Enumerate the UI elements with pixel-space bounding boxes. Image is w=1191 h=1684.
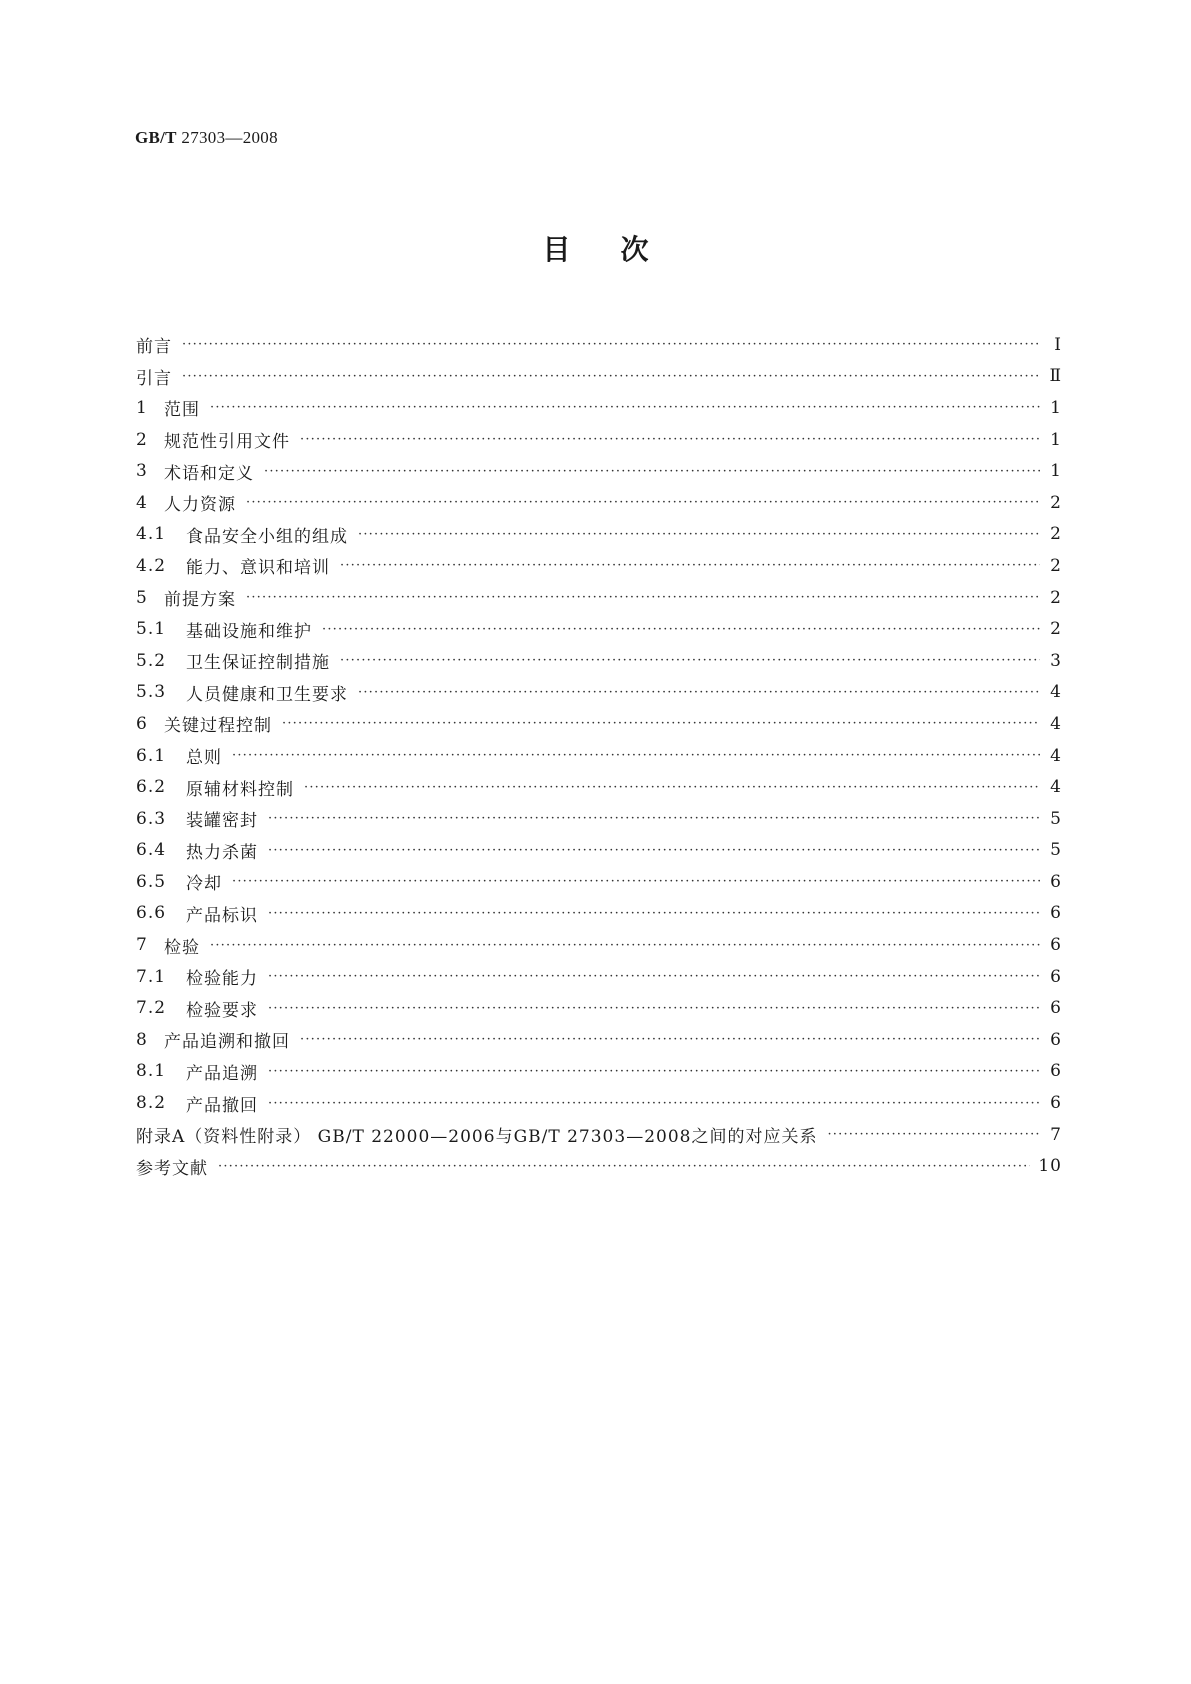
toc-entry-title: 规范性引用文件	[164, 432, 290, 453]
toc-entry-number: 4.2	[136, 555, 167, 576]
toc-entry-title: 原辅材料控制	[186, 779, 294, 800]
toc-entry-title: 卫生保证控制措施	[186, 653, 330, 674]
toc-entry-title: 前提方案	[164, 590, 236, 611]
toc-leader-dots	[246, 495, 1040, 510]
toc-entry-page: 6	[1050, 1093, 1062, 1114]
toc-entry-page: 4	[1050, 682, 1062, 703]
toc-entry-title: 总则	[186, 748, 222, 769]
toc-entry-page: 6	[1050, 1061, 1062, 1082]
toc-entry-number: 8	[136, 1029, 148, 1050]
toc-leader-dots	[358, 527, 1040, 542]
toc-leader-dots	[264, 464, 1040, 479]
toc-entry-number: 3	[136, 461, 148, 482]
toc-entry-2[interactable]	[136, 424, 1062, 456]
toc-entry-title: 人员健康和卫生要求	[186, 684, 348, 705]
toc-entry-7-2[interactable]	[136, 992, 1062, 1024]
toc-leader-dots	[340, 558, 1040, 573]
toc-entry-title: 检验能力	[186, 969, 258, 990]
toc-entry-page: 1	[1050, 461, 1062, 482]
toc-entry-number: 6.2	[136, 777, 167, 798]
toc-entry-page: Ⅰ	[1054, 334, 1062, 355]
toc-entry-5-1[interactable]	[136, 613, 1062, 645]
toc-entry-introduction[interactable]	[136, 361, 1062, 393]
toc-entry-number: 5.1	[136, 619, 167, 640]
toc-entry-appendix-a[interactable]	[136, 1119, 1062, 1151]
toc-entry-title: 产品标识	[186, 905, 258, 926]
toc-entry-page: 6	[1050, 903, 1062, 924]
toc-entry-page: 6	[1050, 966, 1062, 987]
toc-entry-title: 范围	[164, 400, 200, 421]
toc-entry-5-3[interactable]	[136, 677, 1062, 709]
toc-entry-title: 热力杀菌	[186, 842, 258, 863]
toc-leader-dots	[210, 400, 1040, 415]
toc-entry-title: 装罐密封	[186, 811, 258, 832]
toc-leader-dots	[322, 622, 1040, 637]
toc-entry-title: 引言	[136, 368, 172, 389]
toc-entry-number: 8.1	[136, 1061, 167, 1082]
toc-entry-number: 5.2	[136, 650, 167, 671]
toc-leader-dots	[218, 1159, 1030, 1174]
toc-entry-page: 1	[1050, 429, 1062, 450]
toc-entry-title: 产品撤回	[186, 1095, 258, 1116]
toc-entry-references[interactable]	[136, 1150, 1062, 1182]
toc-entry-page: 6	[1050, 935, 1062, 956]
toc-leader-dots	[182, 337, 1040, 352]
toc-entry-number: 7.1	[136, 966, 167, 987]
toc-entry-number: 4.1	[136, 524, 167, 545]
toc-entry-title: 前言	[136, 337, 172, 358]
toc-leader-dots	[210, 938, 1040, 953]
toc-entry-page: 4	[1050, 745, 1062, 766]
toc-entry-number: 4	[136, 492, 148, 513]
toc-entry-number: 7.2	[136, 998, 167, 1019]
toc-entry-number: 7	[136, 935, 148, 956]
toc-entry-page: 2	[1050, 492, 1062, 513]
toc-leader-dots	[182, 369, 1040, 384]
toc-entry-page: 2	[1050, 619, 1062, 640]
toc-entry-page: 5	[1050, 808, 1062, 829]
toc-entry-6-6[interactable]	[136, 898, 1062, 930]
toc-leader-dots	[268, 1096, 1040, 1111]
standard-number: 27303—2008	[181, 128, 278, 147]
toc-entry-8[interactable]	[136, 1024, 1062, 1056]
toc-leader-dots	[300, 432, 1040, 447]
toc-leader-dots	[304, 780, 1040, 795]
toc-entry-title: 检验	[164, 937, 200, 958]
toc-entry-8-1[interactable]	[136, 1056, 1062, 1088]
toc-entry-page: Ⅱ	[1049, 366, 1062, 387]
toc-leader-dots	[268, 969, 1040, 984]
toc-entry-page: 6	[1050, 998, 1062, 1019]
toc-leader-dots	[246, 590, 1040, 605]
page-title: 目次	[542, 233, 699, 266]
toc-entry-number: 6.5	[136, 871, 167, 892]
toc-entry-foreword[interactable]	[136, 329, 1062, 361]
document-header	[135, 128, 278, 148]
toc-leader-dots	[282, 716, 1040, 731]
toc-entry-number: 5	[136, 587, 148, 608]
toc-leader-dots	[300, 1032, 1040, 1047]
toc-entry-3[interactable]	[136, 455, 1062, 487]
toc-entry-page: 6	[1050, 1029, 1062, 1050]
toc-entry-page: 5	[1050, 840, 1062, 861]
toc-entry-title: 产品追溯	[186, 1063, 258, 1084]
toc-entry-title: 基础设施和维护	[186, 621, 312, 642]
toc-entry-page: 4	[1050, 713, 1062, 734]
toc-entry-title: 参考文献	[136, 1158, 208, 1179]
toc-entry-page: 10	[1038, 1156, 1062, 1177]
toc-entry-page: 1	[1050, 397, 1062, 418]
toc-entry-number: 5.3	[136, 682, 167, 703]
toc-entry-number: 6.3	[136, 808, 167, 829]
toc-entry-title: 检验要求	[186, 1000, 258, 1021]
toc-entry-number: 6.1	[136, 745, 167, 766]
toc-entry-title: 产品追溯和撤回	[164, 1032, 290, 1053]
toc-entry-number: 6.6	[136, 903, 167, 924]
toc-entry-title: 附录A（资料性附录） GB/T 22000—2006与GB/T 27303—2008之间的对应关系	[136, 1127, 818, 1148]
toc-leader-dots	[268, 1001, 1040, 1016]
toc-entry-title: 冷却	[186, 874, 222, 895]
toc-leader-dots	[268, 906, 1040, 921]
toc-entry-page: 4	[1050, 777, 1062, 798]
toc-entry-page: 6	[1050, 871, 1062, 892]
toc-entry-title: 食品安全小组的组成	[186, 526, 348, 547]
toc-leader-dots	[268, 811, 1040, 826]
toc-entry-title: 人力资源	[164, 495, 236, 516]
toc-entry-page: 3	[1050, 650, 1062, 671]
toc-entry-number: 2	[136, 429, 148, 450]
standard-code: GB/T	[135, 128, 177, 147]
toc-entry-page: 2	[1050, 524, 1062, 545]
toc-leader-dots	[232, 874, 1040, 889]
toc-entry-6-5[interactable]	[136, 866, 1062, 898]
toc-leader-dots	[268, 1064, 1040, 1079]
toc-leader-dots	[358, 685, 1040, 700]
toc-entry-title: 关键过程控制	[164, 716, 272, 737]
toc-leader-dots	[340, 653, 1040, 668]
toc-entry-5[interactable]	[136, 582, 1062, 614]
toc-entry-number: 6	[136, 713, 148, 734]
toc-entry-7[interactable]	[136, 929, 1062, 961]
toc-entry-6-4[interactable]	[136, 835, 1062, 867]
toc-entry-6[interactable]	[136, 708, 1062, 740]
toc-entry-page: 2	[1050, 555, 1062, 576]
toc-entry-number: 1	[136, 397, 148, 418]
toc-entry-page: 7	[1050, 1124, 1062, 1145]
table-of-contents	[136, 329, 1062, 1182]
toc-entry-page: 2	[1050, 587, 1062, 608]
toc-entry-8-2[interactable]	[136, 1087, 1062, 1119]
toc-entry-6-2[interactable]	[136, 771, 1062, 803]
toc-leader-dots	[827, 1127, 1040, 1142]
toc-entry-title: 术语和定义	[164, 463, 254, 484]
toc-entry-4-1[interactable]	[136, 519, 1062, 551]
toc-leader-dots	[268, 843, 1040, 858]
toc-entry-5-2[interactable]	[136, 645, 1062, 677]
toc-entry-6-3[interactable]	[136, 803, 1062, 835]
toc-entry-number: 8.2	[136, 1093, 167, 1114]
toc-entry-number: 6.4	[136, 840, 167, 861]
toc-entry-7-1[interactable]	[136, 961, 1062, 993]
toc-entry-1[interactable]	[136, 392, 1062, 424]
toc-leader-dots	[232, 748, 1040, 763]
toc-entry-title: 能力、意识和培训	[186, 558, 330, 579]
toc-entry-4-2[interactable]	[136, 550, 1062, 582]
toc-entry-4[interactable]	[136, 487, 1062, 519]
toc-entry-6-1[interactable]	[136, 740, 1062, 772]
